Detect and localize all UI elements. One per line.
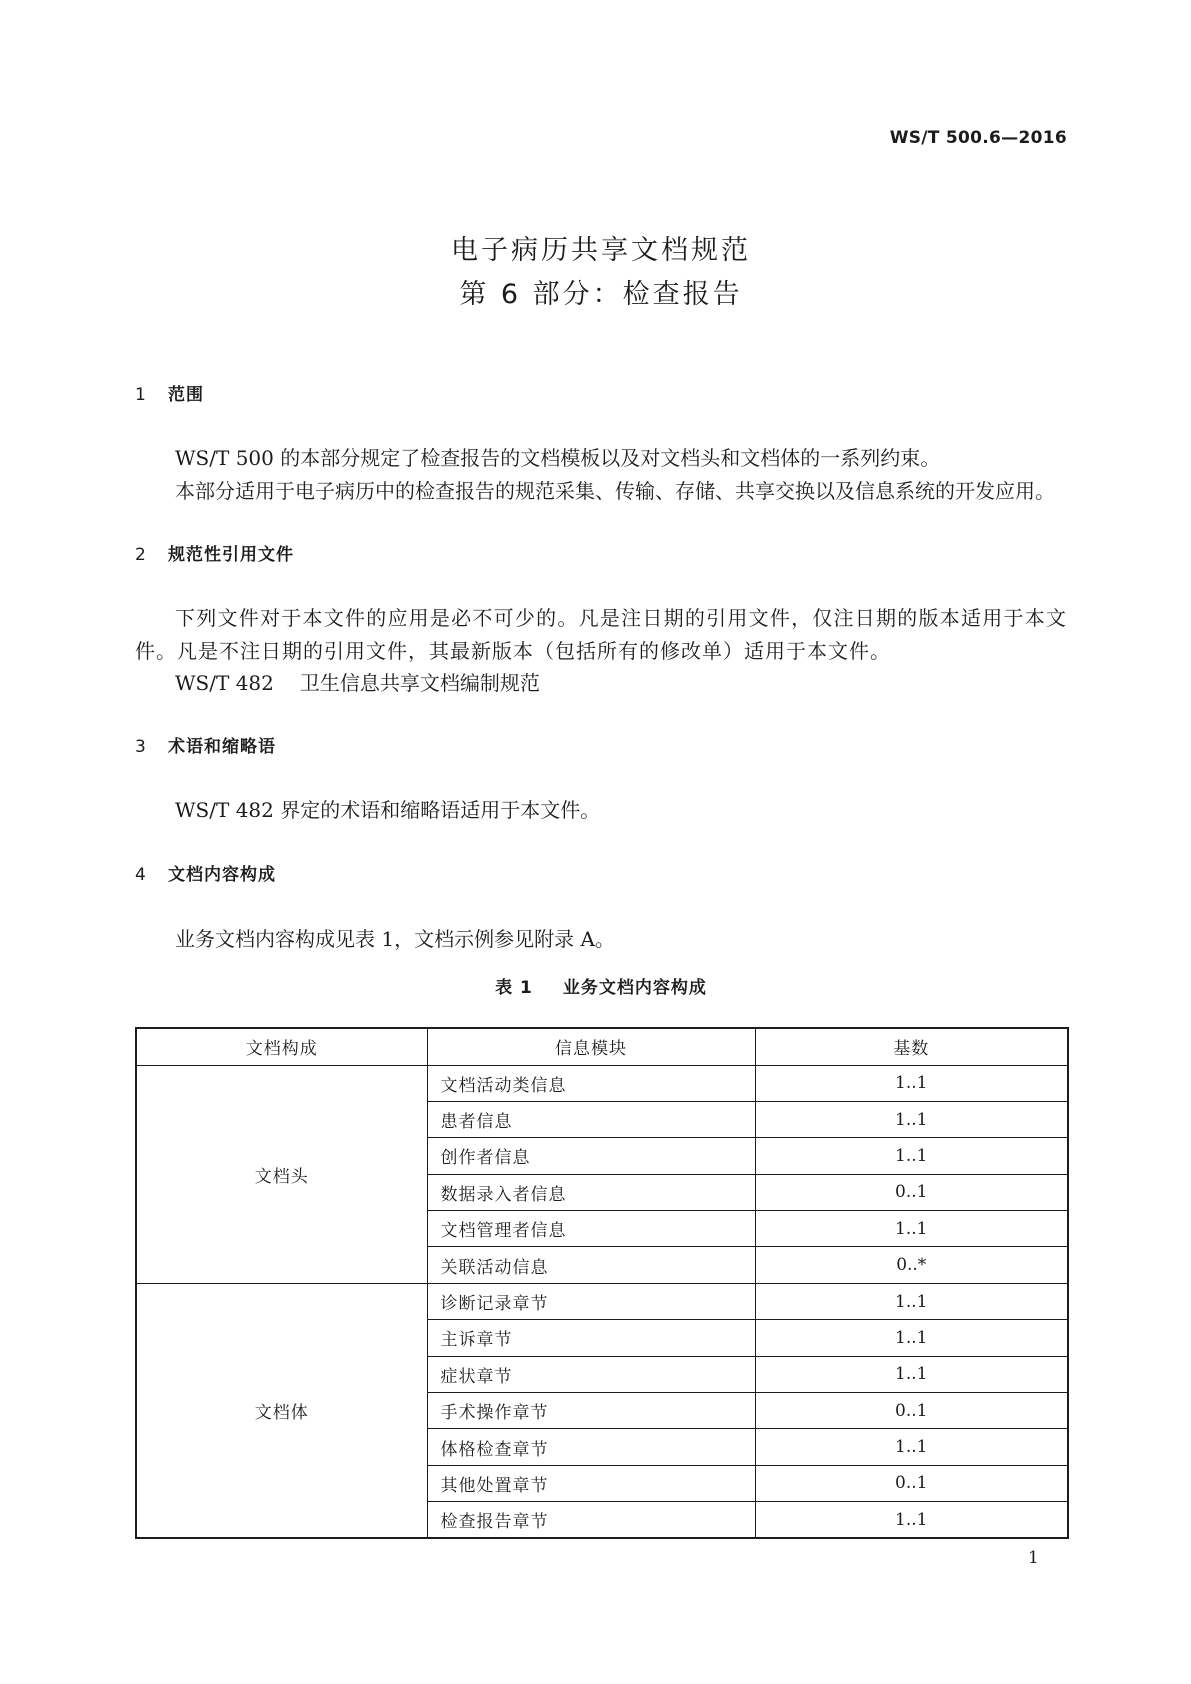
cardinality-cell: 1..1 — [755, 1320, 1068, 1356]
cardinality-cell: 1..1 — [755, 1211, 1068, 1247]
reference-entry — [175, 667, 540, 700]
standard-code: WS/T 500.6—2016 — [889, 128, 1067, 148]
module-cell: 体格检查章节 — [427, 1429, 755, 1465]
cardinality-cell: 0..* — [755, 1247, 1068, 1283]
module-cell: 创作者信息 — [427, 1138, 755, 1174]
section-title: 范围 — [168, 385, 204, 405]
table-header-row — [136, 1028, 1068, 1065]
section-number: 1 — [135, 385, 146, 405]
cardinality-cell: 1..1 — [755, 1429, 1068, 1465]
reference-title: 卫生信息共享文档编制规范 — [299, 671, 540, 695]
module-cell: 文档管理者信息 — [427, 1211, 755, 1247]
cardinality-cell: 1..1 — [755, 1283, 1068, 1319]
cardinality-cell: 1..1 — [755, 1502, 1068, 1538]
cardinality-cell: 1..1 — [755, 1101, 1068, 1137]
table-row — [136, 1065, 1068, 1101]
cardinality-cell: 1..1 — [755, 1138, 1068, 1174]
table-caption — [135, 976, 1067, 1000]
cardinality-cell: 1..1 — [755, 1065, 1068, 1101]
scope-paragraph-1: WS/T 500 的本部分规定了检查报告的文档模板以及对文档头和文档体的一系列约束。 — [175, 446, 941, 470]
section-title: 术语和缩略语 — [168, 737, 276, 757]
page-number: 1 — [1028, 1548, 1039, 1568]
module-cell: 数据录入者信息 — [427, 1174, 755, 1210]
scope-paragraph-2: 本部分适用于电子病历中的检查报告的规范采集、传输、存储、共享交换以及信息系统的开发应用。 — [175, 479, 1055, 503]
module-cell: 文档活动类信息 — [427, 1065, 755, 1101]
section-heading-normative-references — [135, 544, 294, 566]
module-cell: 手术操作章节 — [427, 1393, 755, 1429]
cardinality-cell: 0..1 — [755, 1465, 1068, 1501]
content-structure-table — [135, 1027, 1069, 1539]
table-caption-number: 表 1 — [495, 978, 533, 998]
section-heading-scope — [135, 384, 204, 406]
document-subtitle: 第 6 部分：检查报告 — [459, 279, 743, 310]
module-cell: 主诉章节 — [427, 1320, 755, 1356]
module-cell: 其他处置章节 — [427, 1465, 755, 1501]
section-title: 规范性引用文件 — [168, 545, 294, 565]
column-header-module: 信息模块 — [427, 1028, 755, 1065]
section-heading-content-structure — [135, 864, 276, 886]
cardinality-cell: 0..1 — [755, 1393, 1068, 1429]
reference-code: WS/T 482 — [175, 671, 274, 695]
column-header-cardinality: 基数 — [755, 1028, 1068, 1065]
normative-references-paragraph: 下列文件对于本文件的应用是必不可少的。凡是注日期的引用文件，仅注日期的版本适用于本文件。凡是不注日期的引用文件，其最新版本（包括所有的修改单）适用于本文件。 — [135, 606, 1067, 663]
cardinality-cell: 1..1 — [755, 1356, 1068, 1392]
module-cell: 诊断记录章节 — [427, 1283, 755, 1319]
section-heading-terms — [135, 736, 276, 758]
document-title: 电子病历共享文档规范 — [451, 235, 751, 266]
module-cell: 症状章节 — [427, 1356, 755, 1392]
table-row — [136, 1283, 1068, 1319]
section-title: 文档内容构成 — [168, 865, 276, 885]
section-number: 2 — [135, 545, 146, 565]
section-number: 3 — [135, 737, 146, 757]
table-caption-title: 业务文档内容构成 — [562, 978, 707, 998]
module-cell: 关联活动信息 — [427, 1247, 755, 1283]
group-cell-document-body: 文档体 — [136, 1283, 427, 1538]
module-cell: 检查报告章节 — [427, 1502, 755, 1538]
group-cell-document-header: 文档头 — [136, 1065, 427, 1283]
section-number: 4 — [135, 865, 146, 885]
column-header-structure: 文档构成 — [136, 1028, 427, 1065]
module-cell: 患者信息 — [427, 1101, 755, 1137]
content-structure-paragraph: 业务文档内容构成见表 1，文档示例参见附录 A。 — [175, 927, 615, 951]
cardinality-cell: 0..1 — [755, 1174, 1068, 1210]
terms-paragraph: WS/T 482 界定的术语和缩略语适用于本文件。 — [175, 798, 601, 822]
